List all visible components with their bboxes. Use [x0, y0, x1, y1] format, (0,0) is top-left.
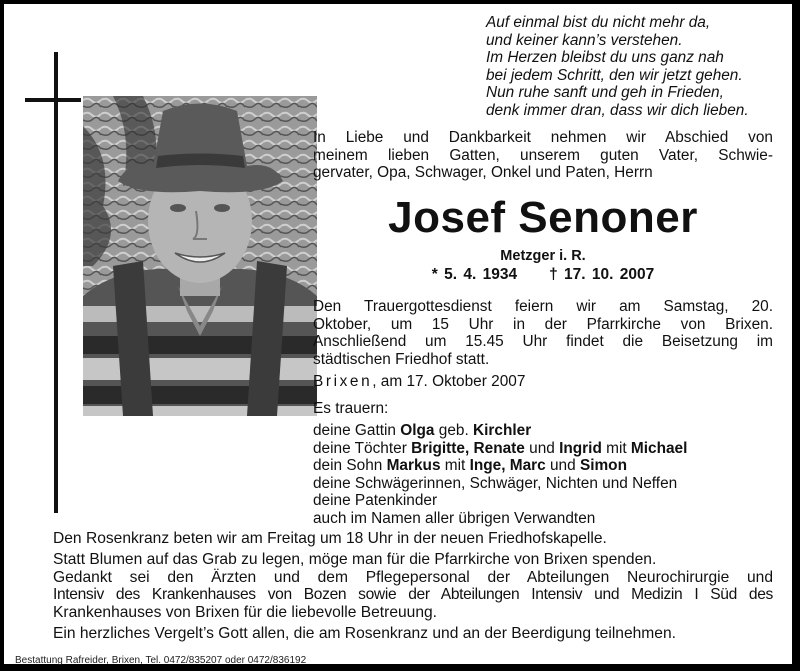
portrait-photo: [83, 96, 317, 416]
mourner-name: Markus: [386, 457, 441, 475]
service-details: [313, 298, 773, 368]
thanks-line: Gedankt sei den Ärzten und dem Pflegepersonal der Abteilungen Neurochirurgie und: [53, 568, 773, 586]
mourner-line: [313, 492, 687, 510]
rosary-note: Den Rosenkranz beten wir am Freitag um 18 Uhr in der neuen Friedhofskapelle.: [53, 530, 607, 547]
mourner-line: [313, 457, 687, 475]
intro-line: meinem lieben Gatten, unserem guten Vater, Schwie-: [313, 146, 773, 164]
mourner-text: deine Patenkinder: [313, 492, 438, 510]
mourner-text: geb.: [434, 422, 474, 439]
mourner-text: deine Gattin: [313, 422, 401, 439]
mourner-name: Michael: [630, 439, 688, 457]
poem-line: Nun ruhe sanft und geh in Frieden,: [486, 84, 724, 102]
memorial-poem: [486, 14, 749, 120]
obituary-notice: [4, 4, 796, 667]
mourner-text: deine Schwägerinnen, Schwäger, Nichten und Neffen: [313, 474, 678, 492]
mourner-text: und: [524, 439, 560, 457]
life-dates: [313, 266, 773, 284]
thanks-line: Krankenhauses von Brixen für die liebevolle Betreuung.: [53, 603, 438, 621]
place-and-date: [313, 373, 525, 391]
service-line: Anschließend um 15.45 Uhr findet die Beisetzung im: [313, 333, 773, 350]
cross-horizontal-bar: [25, 98, 81, 102]
mourner-line: [313, 475, 687, 493]
portrait-image: [83, 96, 317, 416]
mourner-name: Olga: [400, 422, 435, 439]
service-line: Den Trauergottesdienst feiern wir am Samstag, 20.: [313, 298, 773, 315]
death-date: † 17. 10. 2007: [549, 266, 655, 283]
poem-line: bei jedem Schritt, den wir jetzt gehen.: [486, 66, 743, 84]
deceased-name: Josef Senoner: [388, 193, 698, 242]
intro-line: gervater, Opa, Schwager, Onkel und Paten, Herrn: [313, 164, 653, 181]
intro-line: In Liebe und Dankbarkeit nehmen wir Abschied von: [313, 129, 773, 146]
mourners-label: Es trauern:: [313, 400, 389, 417]
deceased-profession: Metzger i. R.: [500, 248, 586, 264]
closing-notes: [53, 530, 773, 646]
poem-line: Auf einmal bist du nicht mehr da,: [486, 14, 711, 31]
thanks-line: Intensiv des Krankenhauses von Bozen sowie der Abteilungen Intensiv und Medizin I Süd des: [53, 586, 773, 604]
poem-line: denk immer dran, dass wir dich lieben.: [486, 101, 749, 119]
cross-vertical-bar: [54, 52, 58, 513]
poem-line: Im Herzen bleibst du uns ganz nah: [486, 49, 724, 67]
mourner-text: und: [545, 457, 580, 475]
mourner-name: Ingrid: [559, 439, 602, 457]
mourner-name: Inge, Marc: [469, 457, 546, 475]
farewell-intro: [313, 129, 773, 182]
mourner-text: dein Sohn: [313, 457, 387, 475]
mourner-name: Kirchler: [473, 422, 532, 439]
service-line: städtischen Friedhof statt.: [313, 350, 490, 368]
funeral-home-contact: Bestattung Rafreider, Brixen, Tel. 0472/835207 oder 0472/836192: [15, 655, 307, 666]
mourner-line: [313, 440, 687, 458]
place-city: Brixen: [313, 373, 373, 390]
mourner-text: mit: [440, 457, 470, 475]
mourner-line: [313, 422, 687, 440]
birth-date: * 5. 4. 1934: [431, 266, 518, 283]
mourner-text: auch im Namen aller übrigen Verwandten: [313, 509, 596, 527]
mourner-name: Brigitte, Renate: [411, 439, 525, 457]
poem-line: und keiner kann’s verstehen.: [486, 31, 683, 49]
mourners-list: [313, 422, 687, 528]
mourner-line: [313, 510, 687, 528]
place-date: , am 17. Oktober 2007: [372, 373, 526, 390]
mourner-text: deine Töchter: [313, 439, 412, 457]
donation-note: Statt Blumen auf das Grab zu legen, möge man für die Pfarrkirche von Brixen spenden.: [53, 551, 657, 569]
mourner-text: mit: [601, 439, 631, 457]
mourner-name: Simon: [579, 457, 627, 475]
closing-thanks: Ein herzliches Vergelt’s Gott allen, die am Rosenkranz und an der Beerdigung teilnehmen.: [53, 625, 676, 643]
thanks-note: [53, 569, 773, 621]
service-line: Oktober, um 15 Uhr in der Pfarrkirche von Brixen.: [313, 315, 773, 333]
